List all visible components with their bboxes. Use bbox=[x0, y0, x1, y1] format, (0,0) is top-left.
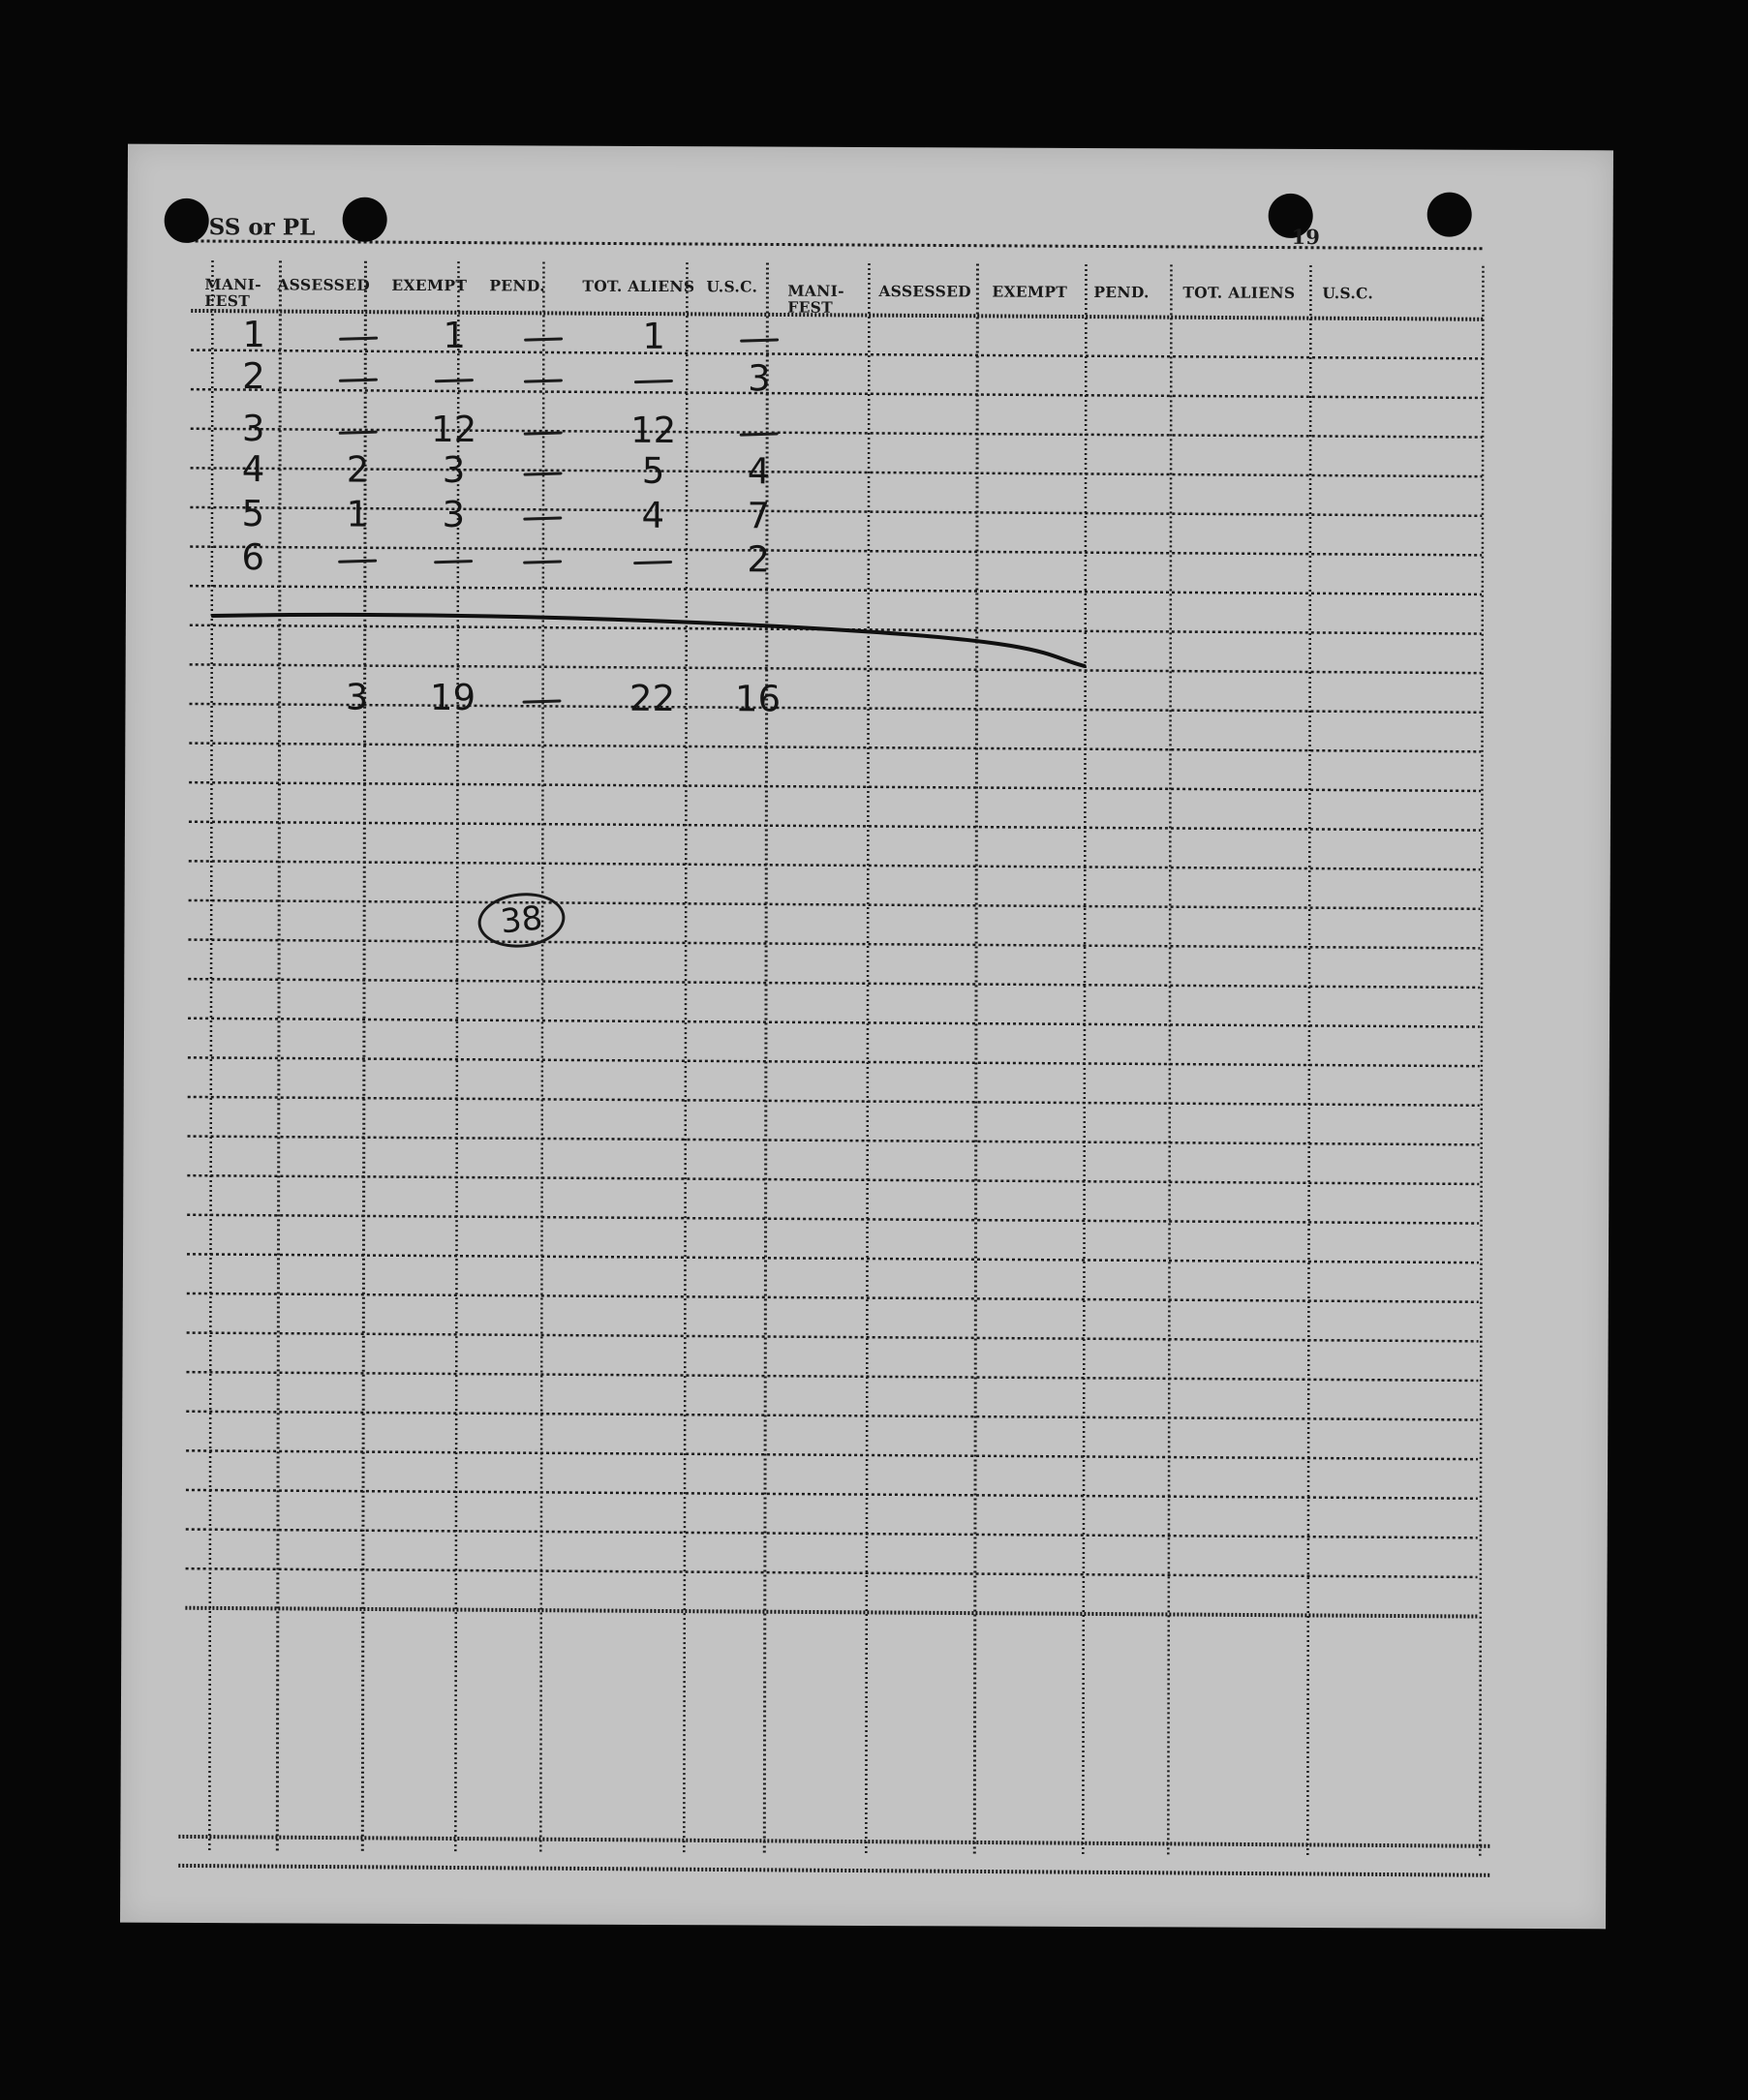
grid-row-rule bbox=[188, 1057, 1480, 1066]
grid-column-rule bbox=[1303, 265, 1314, 1858]
grid-row-rule bbox=[189, 782, 1481, 791]
header-exempt-right: EXEMPT bbox=[992, 282, 1068, 301]
grid-row-rule bbox=[190, 586, 1482, 594]
grid-row-rule bbox=[187, 1333, 1479, 1342]
grid-row-rule bbox=[187, 1215, 1479, 1224]
pen-cancel-stroke bbox=[213, 614, 1085, 666]
row-5-usc: 7 bbox=[747, 495, 771, 537]
grid-row-rule bbox=[186, 1490, 1478, 1499]
grid-row-rule bbox=[188, 1137, 1480, 1145]
grid-header-top-rule bbox=[196, 241, 1484, 249]
punch-hole-right-2 bbox=[1427, 193, 1472, 237]
grid-row-rule bbox=[188, 940, 1480, 949]
grid-column-rule bbox=[862, 263, 873, 1856]
header-manifest-right: MANI- FEST bbox=[787, 281, 844, 317]
row-4-manifest: 4 bbox=[241, 447, 265, 491]
grid-row-rule bbox=[188, 1097, 1480, 1106]
row-1-manifest: 1 bbox=[242, 313, 266, 356]
grid-row-rule bbox=[189, 861, 1481, 869]
row-2-usc: 3 bbox=[748, 357, 771, 400]
total-assessed: 3 bbox=[345, 676, 369, 718]
header-assessed-right: ASSESSED bbox=[878, 282, 971, 301]
grid-column-rule bbox=[680, 262, 690, 1855]
row-1-exempt: 1 bbox=[443, 314, 467, 356]
grid-row-rule bbox=[186, 1530, 1478, 1538]
row-5-tot-aliens: 4 bbox=[641, 494, 665, 536]
scanned-form-page bbox=[120, 144, 1613, 1930]
punch-hole-left-1 bbox=[165, 198, 209, 243]
grid-row-rule bbox=[190, 547, 1482, 556]
grid-bottom-rule bbox=[178, 1837, 1489, 1846]
grid-column-rule bbox=[970, 263, 981, 1856]
header-tot-aliens-left: TOT. ALIENS bbox=[582, 276, 695, 296]
row-5-manifest: 5 bbox=[241, 492, 265, 535]
grid-row-rule bbox=[189, 822, 1481, 831]
grid-row-rule bbox=[185, 1608, 1477, 1617]
header-pend-right: PEND. bbox=[1093, 283, 1150, 302]
grid-row-rule bbox=[189, 744, 1481, 752]
grid-row-rule bbox=[187, 1254, 1479, 1263]
grid-row-rule bbox=[189, 704, 1481, 713]
circled-note: 38 bbox=[475, 889, 567, 952]
header-usc-left: U.S.C. bbox=[706, 277, 758, 296]
header-exempt-left: EXEMPT bbox=[391, 275, 468, 295]
grid-row-rule bbox=[190, 507, 1482, 516]
grid-row-rule bbox=[191, 350, 1483, 359]
grid-row-rule bbox=[191, 389, 1483, 398]
grid-row-rule bbox=[191, 468, 1483, 476]
row-5-assessed: 1 bbox=[346, 493, 370, 535]
grid-bottom-rule-2 bbox=[178, 1866, 1489, 1875]
grid-row-rule bbox=[191, 429, 1483, 438]
total-usc: 16 bbox=[734, 678, 782, 720]
row-4-tot-aliens: 5 bbox=[641, 449, 665, 492]
row-3-exempt: 12 bbox=[431, 408, 477, 451]
grid-column-rule bbox=[1079, 264, 1089, 1857]
header-usc-right: U.S.C. bbox=[1322, 284, 1374, 303]
row-5-exempt: 3 bbox=[442, 493, 466, 535]
row-2-manifest: 2 bbox=[242, 354, 265, 398]
row-4-usc: 4 bbox=[747, 450, 771, 493]
grid-row-rule bbox=[187, 1293, 1479, 1302]
year-prefix: 19 bbox=[1291, 224, 1320, 250]
punch-hole-left-2 bbox=[343, 198, 387, 242]
grid-row-rule bbox=[186, 1450, 1478, 1459]
row-1-tot-aliens: 1 bbox=[642, 315, 666, 357]
grid-row-rule bbox=[190, 664, 1482, 673]
grid-column-rule bbox=[537, 262, 547, 1855]
grid-row-rule bbox=[186, 1372, 1478, 1381]
form-grid bbox=[120, 144, 1613, 1930]
grid-row-rule bbox=[187, 1175, 1479, 1184]
grid-row-rule bbox=[189, 900, 1481, 909]
row-3-tot-aliens: 12 bbox=[630, 409, 677, 451]
header-assessed-left: ASSESSED bbox=[277, 275, 371, 294]
header-pend-left: PEND. bbox=[489, 276, 545, 295]
grid-row-rule bbox=[186, 1568, 1478, 1577]
vessel-label: SS or PL bbox=[208, 214, 316, 241]
row-4-exempt: 3 bbox=[442, 448, 466, 491]
grid-column-rule bbox=[1476, 266, 1487, 1859]
grid-row-rule bbox=[188, 1019, 1480, 1027]
grid-row-rule bbox=[186, 1412, 1478, 1420]
grid-row-rule bbox=[188, 979, 1480, 988]
total-tot-aliens: 22 bbox=[629, 677, 676, 719]
row-6-usc: 2 bbox=[747, 538, 771, 581]
row-4-assessed: 2 bbox=[346, 448, 370, 491]
header-manifest-left: MANI- FEST bbox=[204, 275, 261, 311]
header-tot-aliens-right: TOT. ALIENS bbox=[1182, 283, 1296, 302]
total-exempt: 19 bbox=[429, 676, 476, 719]
row-6-manifest: 6 bbox=[241, 535, 265, 579]
grid-column-rule bbox=[1164, 264, 1175, 1857]
row-3-manifest: 3 bbox=[241, 407, 265, 450]
